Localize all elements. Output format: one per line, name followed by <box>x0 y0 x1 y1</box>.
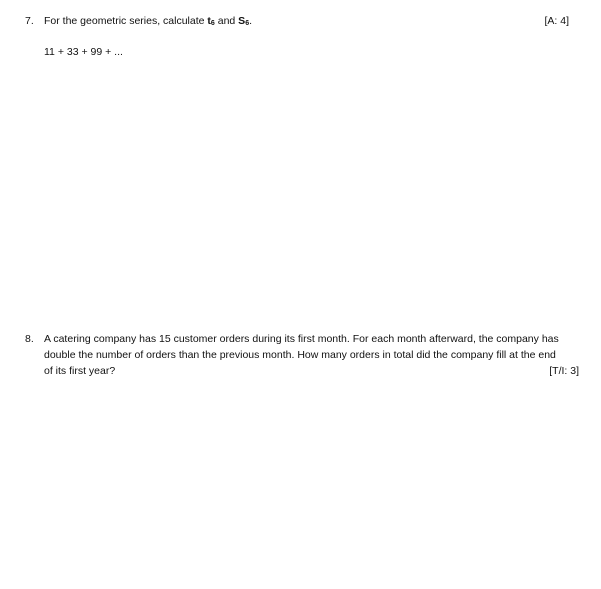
term-t6 <box>207 15 214 27</box>
question-7-series: 11 + 33 + 99 + ... <box>44 46 123 58</box>
term-t6-letter: t <box>207 15 211 27</box>
question-8-marks: [T/I: 3] <box>549 364 579 377</box>
question-7-row <box>25 14 581 30</box>
question-8-line-1: A catering company has 15 customer orders during its first month. For each month afterward, the company has <box>44 333 559 345</box>
question-7-marks: [A: 4] <box>544 15 569 27</box>
question-8-row <box>25 332 581 379</box>
question-7-text-end: . <box>249 15 253 27</box>
question-8-line-3-wrap <box>44 364 581 380</box>
question-7-text <box>44 14 581 30</box>
term-s6 <box>238 15 249 27</box>
question-7-number: 7. <box>25 15 34 27</box>
question-8-number: 8. <box>25 333 34 345</box>
term-s6-letter: S <box>238 15 246 27</box>
question-8-line-3: of its first year? <box>44 364 116 377</box>
question-8-text <box>44 332 581 379</box>
question-8-line-2: double the number of orders than the previous month. How many orders in total did the company fill at the end <box>44 348 556 361</box>
term-t6-subscript: 6 <box>210 20 215 27</box>
term-s6-subscript: 6 <box>245 20 250 27</box>
question-7-text-middle: and <box>214 15 239 27</box>
question-7-text-before: For the geometric series, calculate <box>44 15 208 27</box>
question-7 <box>25 14 581 30</box>
question-8 <box>25 332 581 379</box>
